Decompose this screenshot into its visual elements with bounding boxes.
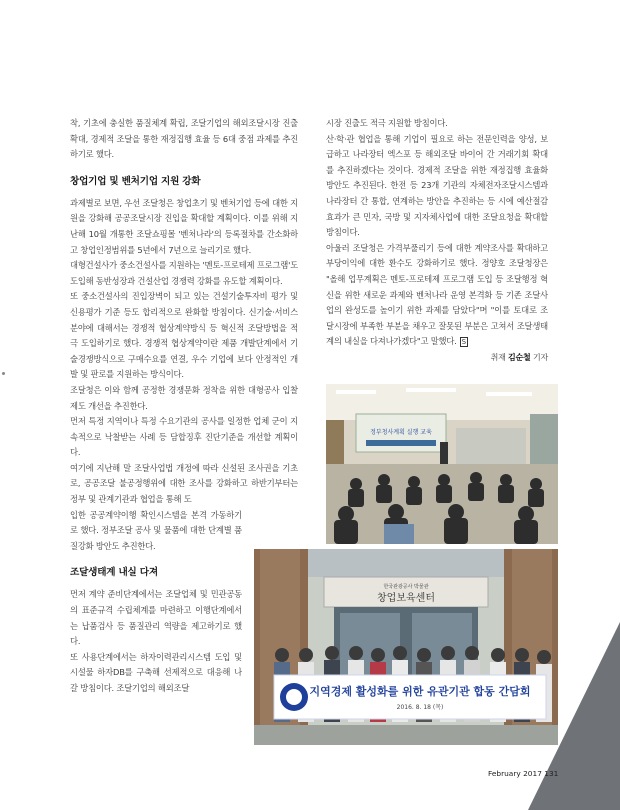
- paragraph-intro: 착, 기초에 충실한 품질체계 확립, 조달기업의 해외조달시장 진출 확대, 경제적 조달을 통한 재정집행 효율 등 6대 중점 과제를 추진하기로 했다.: [70, 118, 298, 160]
- group-scene: [254, 549, 558, 745]
- paragraph-startup-5: 먼저 특정 지역이나 특정 수요기관의 공사를 일정한 업체 군이 지속적으로 낙찰받는 사례 등 담합징후 진단기준을 개선할 계획이다.: [70, 416, 298, 458]
- seminar-scene: [326, 384, 558, 544]
- paragraph-ecosystem-1: 먼저 계약 준비단계에서는 조달업체 및 민관공동의 표준규격 수립체계를 마련하고 이행단계에서는 납품검사 등 품질관리 역량을 제고하기로 했다.: [70, 589, 242, 647]
- footer-issue: February 2017: [488, 769, 542, 778]
- footer-page-number: 131: [544, 769, 559, 778]
- right-column: [326, 116, 548, 366]
- end-mark: S: [461, 337, 466, 346]
- paragraph-startup-2: 대형건설사가 중소건설사를 지원하는 '멘토-프로테제 프로그램'도 도입해 동반성장과 건설산업 경쟁력 강화를 유도할 계획이다.: [70, 260, 298, 286]
- paragraph-startup-4: 조달청은 이와 함께 공정한 경쟁문화 정착을 위한 대형공사 입찰제도 개선을 추진한다.: [70, 384, 298, 411]
- group-photo: [254, 549, 558, 745]
- byline: [326, 350, 548, 366]
- heading-ecosystem: 조달생태계 내실 다져: [70, 567, 158, 579]
- margin-mark: [2, 372, 5, 375]
- heading-startup-support: 창업기업 및 벤처기업 지원 강화: [70, 175, 201, 187]
- paragraph-startup-3: 또 중소건설사의 진입장벽이 되고 있는 건설기술투자비 평가 및 신용평가 기준 등도 합리적으로 완화할 방침이다. 신기술·서비스 분야에 대해서는 경쟁적 협상계약방식 등 혁신적 조달방법을 적극 도입하기로 했다. 경쟁적 협상계약이란 제품 개발단계에서 기술경쟁방식으로 구매수요를 연결, 우수 기업에 보다 안정적인 개발 및 판로를 지원하는 방식이다.: [70, 291, 298, 380]
- paragraph-startup-1: 과제별로 보면, 우선 조달청은 창업초기 및 벤처기업 등에 대한 지원을 강화해 공공조달시장 진입을 확대할 계획이다. 이를 위해 지난해 10월 개통한 조달쇼핑몰 '벤처나라'의 등록절차를 간소화하고 창업인정범위를 5년에서 7년으로 늘리기로 했다.: [70, 197, 298, 255]
- seminar-photo: [326, 384, 558, 544]
- group-banner-title: 지역경제 활성화를 위한 유관기관 합동 간담회: [309, 685, 531, 698]
- group-banner-date: 2016. 8. 18 (목): [396, 704, 444, 711]
- paragraph-startup-6a: 여기에 지난해 말 조달사업법 개정에 따라 신설된 조사권을 기초로, 공공조달 불공정행위에 대한 조사를 강화하고 하반기부터는 정부 및 관계기관과 협업을 통해 도: [70, 462, 298, 505]
- byline-name: 김순철: [508, 352, 531, 362]
- page-footer: [488, 769, 558, 778]
- paragraph-ecosystem-2: 또 사용단계에서는 하자이력관리시스템 도입 및 시설물 하자DB를 구축해 선제적으로 대응해 나갈 방침이다. 조달기업의 해외조달: [70, 651, 242, 693]
- paragraph-startup-6b: 입한 공공계약이행 확인시스템을 본격 가동하기로 했다. 정부조달 공사 및 물품에 대한 단계별 품질강화 방안도 추진한다.: [70, 509, 242, 551]
- building-sign-small: 한국관광공사 박물관: [383, 584, 429, 590]
- paragraph-continued: 시장 진출도 적극 지원할 방침이다.: [326, 118, 448, 128]
- paragraph-right-1: 산·학·관 협업을 통해 기업이 필요로 하는 전문인력을 양성, 보급하고 나라장터 엑스포 등 해외조달 바이어 간 거래기회 확대를 추진하겠다는 것이다. 경제적 조달을 위한 재정집행 효율화 방안도 추진된다. 한전 등 23개 기관의 자체전자조달시스템과 나라장터 간 통합, 연계하는 방안을 추진하는 등 시에 예산절감 효과가 큰 민자, 국방 및 지자체사업에 대한 조달요청을 확대할 방침이다.: [326, 133, 548, 238]
- byline-role: 취재: [490, 352, 506, 362]
- seminar-banner-text: 정부청사계획 실행 교육: [370, 429, 432, 436]
- byline-title: 기자: [532, 352, 548, 362]
- corner-decoration: [528, 622, 620, 810]
- paragraph-right-2-text: 아울러 조달청은 가격부풀리기 등에 대한 계약조사를 확대하고 부당이익에 대한 환수도 강화하기로 했다. 정양호 조달청장은 "올해 업무계획은 멘토-프로테제 프로그램 도입 등 조달행정 혁신을 위한 새로운 과제와 벤처나라 운영 본격화 등 기존 조달사업의 완성도를 높이기 위한 과제를 담았다"며 "이를 토대로 조달시장에 부족한 부분을 채우고 잘못된 부분은 고쳐서 조달생태계의 내실을 다져나가겠다"고 말했다.: [326, 242, 548, 347]
- building-sign: 창업보육센터: [377, 593, 435, 604]
- paragraph-right-2: [326, 241, 548, 350]
